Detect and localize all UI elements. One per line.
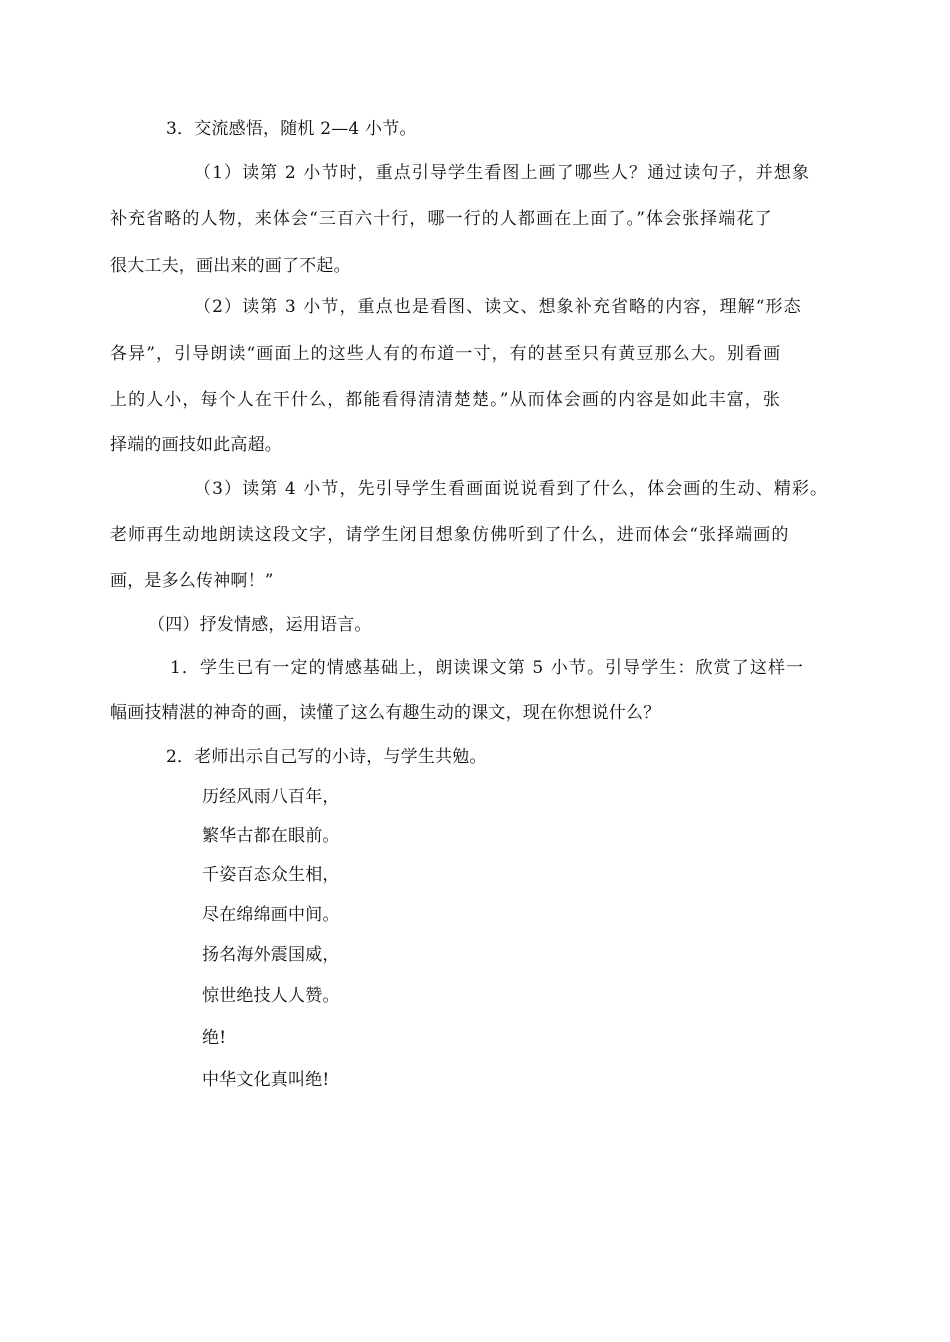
item-4-2-line-1: 2．老师出示自己写的小诗，与学生共勉。 xyxy=(166,747,487,767)
poem-line: 绝! xyxy=(202,1028,227,1048)
item-1-line-1: （1）读第 2 小节时，重点引导学生看图上画了哪些人？通过读句子，并想象 xyxy=(194,163,811,183)
item-2-line-1: （2）读第 3 小节，重点也是看图、读文、想象补充省略的内容，理解“形态 xyxy=(194,297,802,317)
item-1-line-3: 很大工夫，画出来的画了不起。 xyxy=(110,256,351,276)
item-3-line-3: 画，是多么传神啊！” xyxy=(110,571,274,591)
poem-line: 扬名海外震国威， xyxy=(202,945,340,965)
poem-line: 繁华古都在眼前。 xyxy=(202,826,340,846)
poem-line: 历经风雨八百年， xyxy=(202,787,340,807)
item-4-1-line-1: 1．学生已有一定的情感基础上，朗读课文第 5 小节。引导学生：欣赏了这样一 xyxy=(170,658,805,678)
item-4-1-line-2: 幅画技精湛的神奇的画，读懂了这么有趣生动的课文，现在你想说什么？ xyxy=(110,703,661,723)
item-1-line-2: 补充省略的人物，来体会“三百六十行，哪一行的人都画在上面了。”体会张择端花了 xyxy=(110,209,773,229)
item-3-line-1: （3）读第 4 小节，先引导学生看画面说说看到了什么，体会画的生动、精彩。 xyxy=(194,479,829,499)
item-2-line-4: 择端的画技如此高超。 xyxy=(110,435,282,455)
item-2-line-2: 各异”，引导朗读“画面上的这些人有的布道一寸，有的甚至只有黄豆那么大。别看画 xyxy=(110,344,782,364)
item-3-line-2: 老师再生动地朗读这段文字，请学生闭目想象仿佛听到了什么，进而体会“张择端画的 xyxy=(110,525,790,545)
item-2-line-3: 上的人小，每个人在干什么，都能看得清清楚楚。”从而体会画的内容是如此丰富，张 xyxy=(110,390,781,410)
section-heading-3: 3．交流感悟，随机 2—4 小节。 xyxy=(166,119,417,139)
poem-line: 千姿百态众生相， xyxy=(202,865,340,885)
poem-line: 中华文化真叫绝! xyxy=(202,1070,330,1090)
poem-line: 尽在绵绵画中间。 xyxy=(202,905,340,925)
poem-line: 惊世绝技人人赞。 xyxy=(202,986,340,1006)
section-heading-4: （四）抒发情感，运用语言。 xyxy=(148,615,372,635)
